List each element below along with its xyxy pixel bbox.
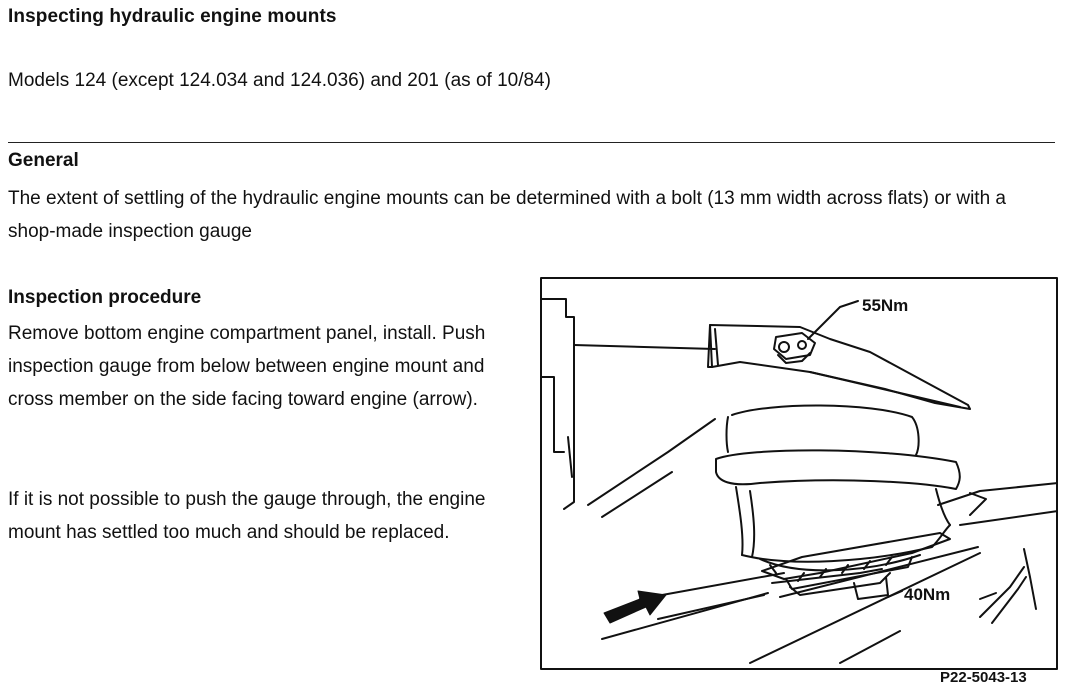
figure-code: P22-5043-13 xyxy=(940,669,1027,686)
page-title: Inspecting hydraulic engine mounts xyxy=(8,6,337,27)
torque-label-top: 55Nm xyxy=(862,296,909,315)
leader-40nm-right xyxy=(980,593,996,599)
side-member xyxy=(588,419,715,517)
torque-label-bottom: 40Nm xyxy=(904,585,951,604)
upper-bolt xyxy=(774,301,858,363)
inspection-arrow xyxy=(604,591,666,623)
general-heading: General xyxy=(8,150,79,171)
procedure-text: Remove bottom engine compartment panel, install. Push inspection gauge from below between engine mount and cross member on the side facing toward engine (arrow). xyxy=(8,323,486,410)
cross-member xyxy=(602,483,1058,663)
general-text: The extent of settling of the hydraulic engine mounts can be determined with a bolt (13 mm width across flats) or with a shop-made inspection gauge xyxy=(8,188,1007,242)
right-structure xyxy=(980,549,1036,623)
procedure-heading: Inspection procedure xyxy=(8,287,202,308)
upper-support-arm xyxy=(708,325,970,409)
engine-mount-illustration xyxy=(540,277,1058,670)
procedure-warning: If it is not possible to push the gauge through, the engine mount has settled too much and should be replaced. xyxy=(8,489,486,543)
section-divider xyxy=(8,142,1055,143)
leader-40nm xyxy=(888,591,902,597)
models-applicability: Models 124 (except 124.034 and 124.036) and 201 (as of 10/84) xyxy=(8,70,551,91)
